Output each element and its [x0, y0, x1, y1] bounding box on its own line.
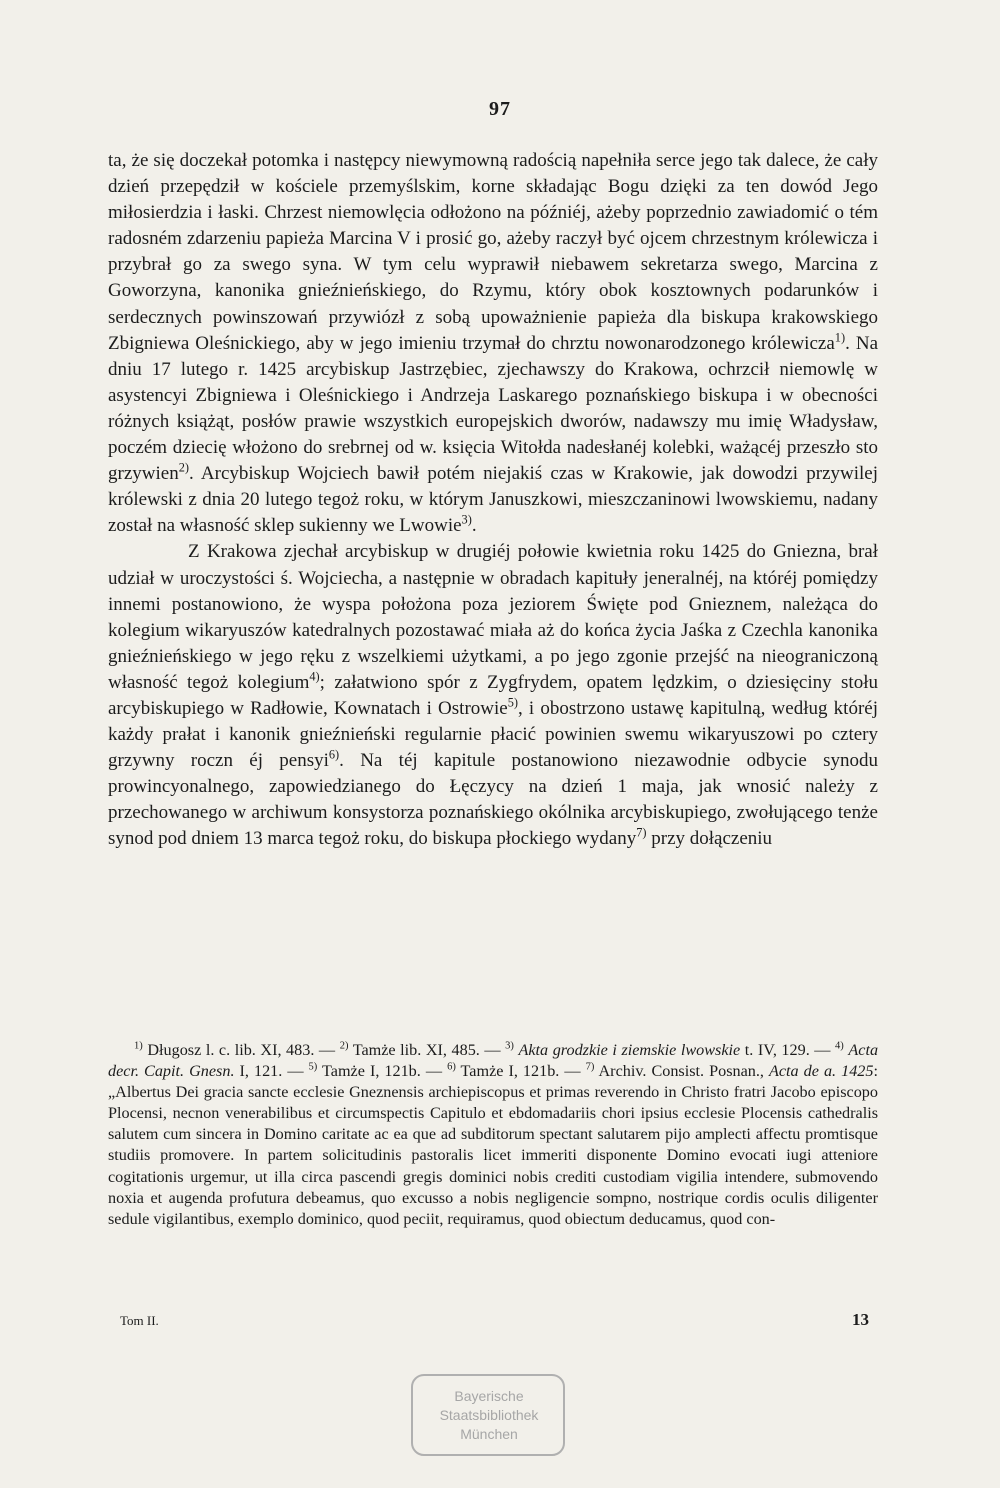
- text-run: . Na dniu 17 lutego r. 1425 arcybiskup Jastrzębiec, zjechawszy do Krakowa, ochrzcił niemowlę w asystencyi Zbigniewa i Oleśnickiego i Andrzeja Laskarego poznańskiego biskupa i w obecności różnych książąt, posłów prawie wszystkich europejskich dworów, nadawszy mu imię Władysław, poczém dziecię włożono do srebrnej od w. księcia Witołda nadesłanéj kolebki, ważącéj przeszło sto grzywien: [108, 332, 879, 485]
- footnote-marker: 3): [461, 512, 472, 527]
- italic-citation: Akta grodzkie i ziemskie lwowskie: [518, 1041, 741, 1059]
- stamp-line: Bayerische: [454, 1387, 524, 1404]
- footnote-marker: 6): [328, 747, 340, 762]
- footnote-marker: 5): [507, 695, 518, 710]
- footnote-marker: 7): [636, 826, 647, 841]
- text-run: Z Krakowa zjechał arcybiskup w drugiéj połowie kwietnia roku 1425 do Gniezna, brał udział w uroczystości ś. Wojciecha, a następnie w obradach kapituły jeneralnéj, na któréj pomiędzy innemi postanowiono, że wyspa położona poza jeziorem Święte pod Gnieznem, należąca do kolegium wikaryuszów katedralnych pozostawać miała aż do końca życia Jaśka z Czechla kanonika gnieźnieńskiego w jego ręku z wszelkiemi użytkami, a po jego zgonie przejść na nieograniczoną własność tegoż kolegium: [108, 541, 878, 693]
- text-run: Tamże lib. XI, 485. —: [348, 1041, 506, 1059]
- footnote-marker: 2): [339, 1040, 349, 1052]
- sheet-signature: Tom II.: [120, 1313, 159, 1328]
- footnote-marker: 5): [308, 1061, 318, 1073]
- text-run: Archiv. Consist. Posnan.,: [594, 1062, 769, 1081]
- sheet-number: 13: [852, 1310, 869, 1329]
- library-stamp: [410, 1372, 568, 1458]
- text-run: Długosz l. c. lib. XI, 483. —: [142, 1041, 340, 1059]
- footnote-marker: 6): [447, 1061, 456, 1073]
- text-run: . Na téj kapitule postanowiono niezawodnie odbycie synodu prowincyonalnego, zapowiedzianego do Łęczycy na dzień 1 maja, jak wnosić należy z przechowanego w archiwum konsystorza poznańskiego okólnika arcybiskupiego, zwołującego tenże synod pod dniem 13 marca tegoż roku, do biskupa płockiego wydany: [108, 750, 878, 850]
- footnote-marker: 7): [585, 1061, 595, 1073]
- paragraph: [108, 539, 878, 852]
- italic-citation: Acta de a. 1425: [768, 1062, 874, 1081]
- footnote-marker: 4): [835, 1040, 844, 1052]
- footnote-marker: 2): [178, 460, 189, 475]
- italic-citation: Acta decr. Capit. Gnesn.: [108, 1041, 879, 1081]
- text-run: , i obostrzono ustawę kapitulną, według któréj każdy prałat i kanonik gnieźnieński regularnie płacić powinien swemu wikaryuszowi po cztery grzywny roczn éj pensyi: [108, 697, 878, 772]
- text-run: . Arcybiskup Wojciech bawił potém niejakiś czas w Krakowie, jak dowodzi przywilej królewski z dnia 20 lutego tegoż roku, w którym Januszkowi, mieszczaninowi lwowskiemu, nadany został na własność sklep sukienny we Lwowie: [108, 463, 878, 537]
- stamp-line: München: [460, 1425, 518, 1442]
- stamp-line: Staatsbibliothek: [439, 1406, 539, 1423]
- text-run: ; załatwiono spór z Zygfrydem, opatem lędzkim, o dziesięciny stołu arcybiskupiego w Radłowie, Kownatach i Ostrowie: [108, 671, 878, 719]
- text-run: ta, że się doczekał potomka i następcy niewymowną radością napełniła serce jego tak dalece, że cały dzień przepędził w kościele przemyślskim, korne składając Bogu dzięki za ten dowód Jego miłosierdzia i łaski. Chrzest niemowlęcia odłożono na późniéj, ażeby poprzednio zawiadomić o tém radosném zdarzeniu papieża Marcina V i prosić go, ażeby raczył być ojcem chrzestnym królewicza i przybrał go za swego syna. W tym celu wyprawił niebawem sekretarza swego, Marcina z Goworzyna, kanonika gnieźnieńskiego, do Rzymu, który obok kosztownych podarunków i serdecznych powinszowań przywiózł z sobą upoważnienie papieża dla biskupa krakowskiego Zbigniewa Oleśnickiego, aby w jego imieniu trzymał do chrztu nowonarodzonego królewicza: [108, 150, 878, 354]
- text-run: przy dołączeniu: [646, 828, 773, 850]
- footnote-marker: 1): [834, 330, 846, 345]
- text-run: .: [471, 515, 477, 537]
- text-run: Tamże I, 121b. —: [455, 1062, 586, 1081]
- footnote-paragraph: [108, 1040, 878, 1230]
- footnote-marker: 1): [134, 1040, 143, 1052]
- text-run: I, 121. —: [234, 1062, 309, 1081]
- text-run: : „Albertus Dei gracia sancte ecclesie Gneznensis archiepiscopus et primas reverendo in Christo fratri Jacobo episcopo Plocensi, necnon venerabilibus et circumspectis Capitulo et ebdomadariis chori ipsius ecclesie Plocensis cathedralis salutem cum sincera in Domino caritate ac ea que ad subditorum spectant salutarem pijo amplecti affectu promtisque studiis promovere. In partem solicitudinis pastoralis licet immeriti disponente Domino evocati iugi atteniore cogitationis urgemur, ut illa circa pascendi gregis dominici nobis crediti custodiam vigilia intendere, submovendo noxia et augenda profutura debeamus, quo excusso a nobis negligencie sompno, nostrique cordis oculis diligenter sedule vigilantibus, exemplo dominico, quod peciit, requiramus, quod obiectum deducamus, quod con-: [108, 1062, 878, 1228]
- footnote-marker: 4): [309, 669, 320, 684]
- page-number: 97: [489, 98, 511, 120]
- stamp-text: [410, 1372, 568, 1458]
- paragraph: [108, 148, 878, 539]
- main-text: [108, 148, 878, 853]
- footnote-marker: 3): [505, 1040, 514, 1052]
- text-run: Tamże I, 121b. —: [317, 1062, 448, 1081]
- text-run: t. IV, 129. —: [740, 1041, 836, 1059]
- footnotes: [108, 1040, 878, 1230]
